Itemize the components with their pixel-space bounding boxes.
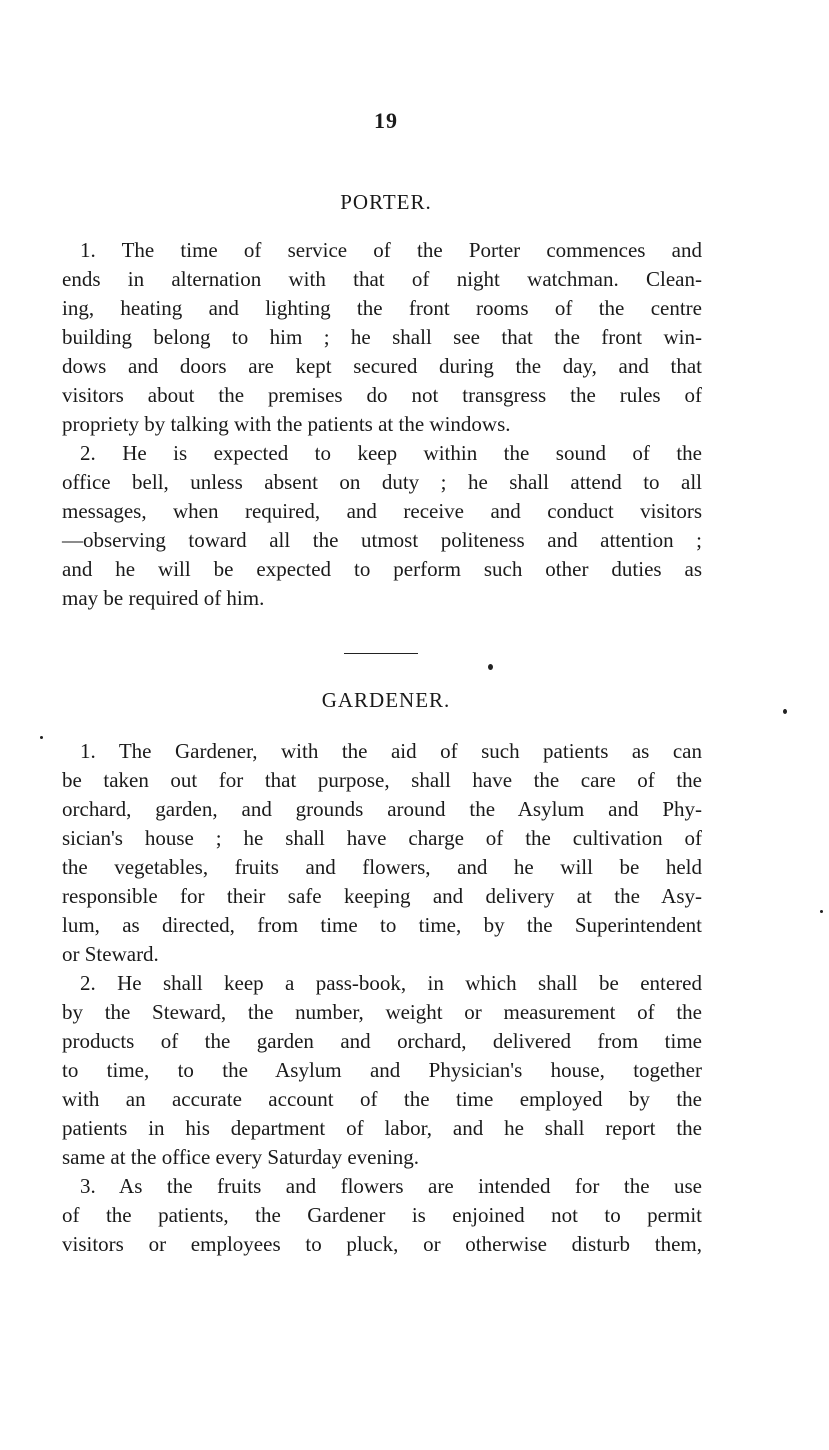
text-line: same at the office every Saturday evening. bbox=[62, 1145, 420, 1169]
print-speck bbox=[488, 664, 493, 670]
text-line: 3. As the fruits and flowers are intended for the use bbox=[80, 1174, 702, 1198]
gardener-paragraph-2 bbox=[62, 969, 702, 1172]
section-heading-porter: PORTER. bbox=[340, 190, 432, 214]
text-line: by the Steward, the number, weight or measurement of the bbox=[62, 1000, 702, 1024]
text-line: visitors about the premises do not transgress the rules of bbox=[62, 383, 702, 407]
text-line: building belong to him ; he shall see that the front win- bbox=[62, 325, 702, 349]
print-speck bbox=[820, 910, 823, 913]
text-line: responsible for their safe keeping and delivery at the Asy- bbox=[62, 884, 702, 908]
text-line: and he will be expected to perform such other duties as bbox=[62, 557, 702, 581]
text-line: messages, when required, and receive and conduct visitors bbox=[62, 499, 702, 523]
page-number: 19 bbox=[374, 108, 398, 133]
text-line: 1. The Gardener, with the aid of such patients as can bbox=[80, 739, 702, 763]
text-line: may be required of him. bbox=[62, 586, 265, 610]
text-line: lum, as directed, from time to time, by the Superintendent bbox=[62, 913, 702, 937]
section-heading-gardener: GARDENER. bbox=[321, 688, 451, 712]
text-line: of the patients, the Gardener is enjoined not to permit bbox=[62, 1203, 702, 1227]
text-line: orchard, garden, and grounds around the Asylum and Phy- bbox=[62, 797, 702, 821]
text-line: be taken out for that purpose, shall have the care of the bbox=[62, 768, 702, 792]
print-speck bbox=[40, 736, 43, 739]
gardener-paragraph-3 bbox=[62, 1172, 702, 1259]
text-line: 2. He is expected to keep within the sound of the bbox=[80, 441, 702, 465]
porter-paragraph-1 bbox=[62, 236, 702, 439]
text-line: ends in alternation with that of night watchman. Clean- bbox=[62, 267, 702, 291]
text-line: propriety by talking with the patients at the windows. bbox=[62, 412, 511, 436]
text-line: office bell, unless absent on duty ; he shall attend to all bbox=[62, 470, 702, 494]
print-speck bbox=[783, 709, 787, 714]
text-line: 2. He shall keep a pass-book, in which shall be entered bbox=[80, 971, 702, 995]
text-line: 1. The time of service of the Porter commences and bbox=[80, 238, 702, 262]
text-line: ing, heating and lighting the front rooms of the centre bbox=[62, 296, 702, 320]
text-line: visitors or employees to pluck, or otherwise disturb them, bbox=[62, 1232, 702, 1256]
text-line: patients in his department of labor, and he shall report the bbox=[62, 1116, 702, 1140]
text-line: with an accurate account of the time employed by the bbox=[62, 1087, 702, 1111]
text-line: products of the garden and orchard, delivered from time bbox=[62, 1029, 702, 1053]
section-divider-rule bbox=[344, 653, 418, 654]
porter-paragraph-2 bbox=[62, 439, 702, 613]
text-line: sician's house ; he shall have charge of the cultivation of bbox=[62, 826, 702, 850]
text-line: dows and doors are kept secured during the day, and that bbox=[62, 354, 702, 378]
text-line: or Steward. bbox=[62, 942, 159, 966]
section-body-gardener bbox=[62, 737, 702, 1259]
text-line: to time, to the Asylum and Physician's house, together bbox=[62, 1058, 702, 1082]
text-line: the vegetables, fruits and flowers, and he will be held bbox=[62, 855, 702, 879]
text-line: —observing toward all the utmost politeness and attention ; bbox=[62, 528, 702, 552]
gardener-paragraph-1 bbox=[62, 737, 702, 969]
section-body-porter bbox=[62, 236, 702, 613]
